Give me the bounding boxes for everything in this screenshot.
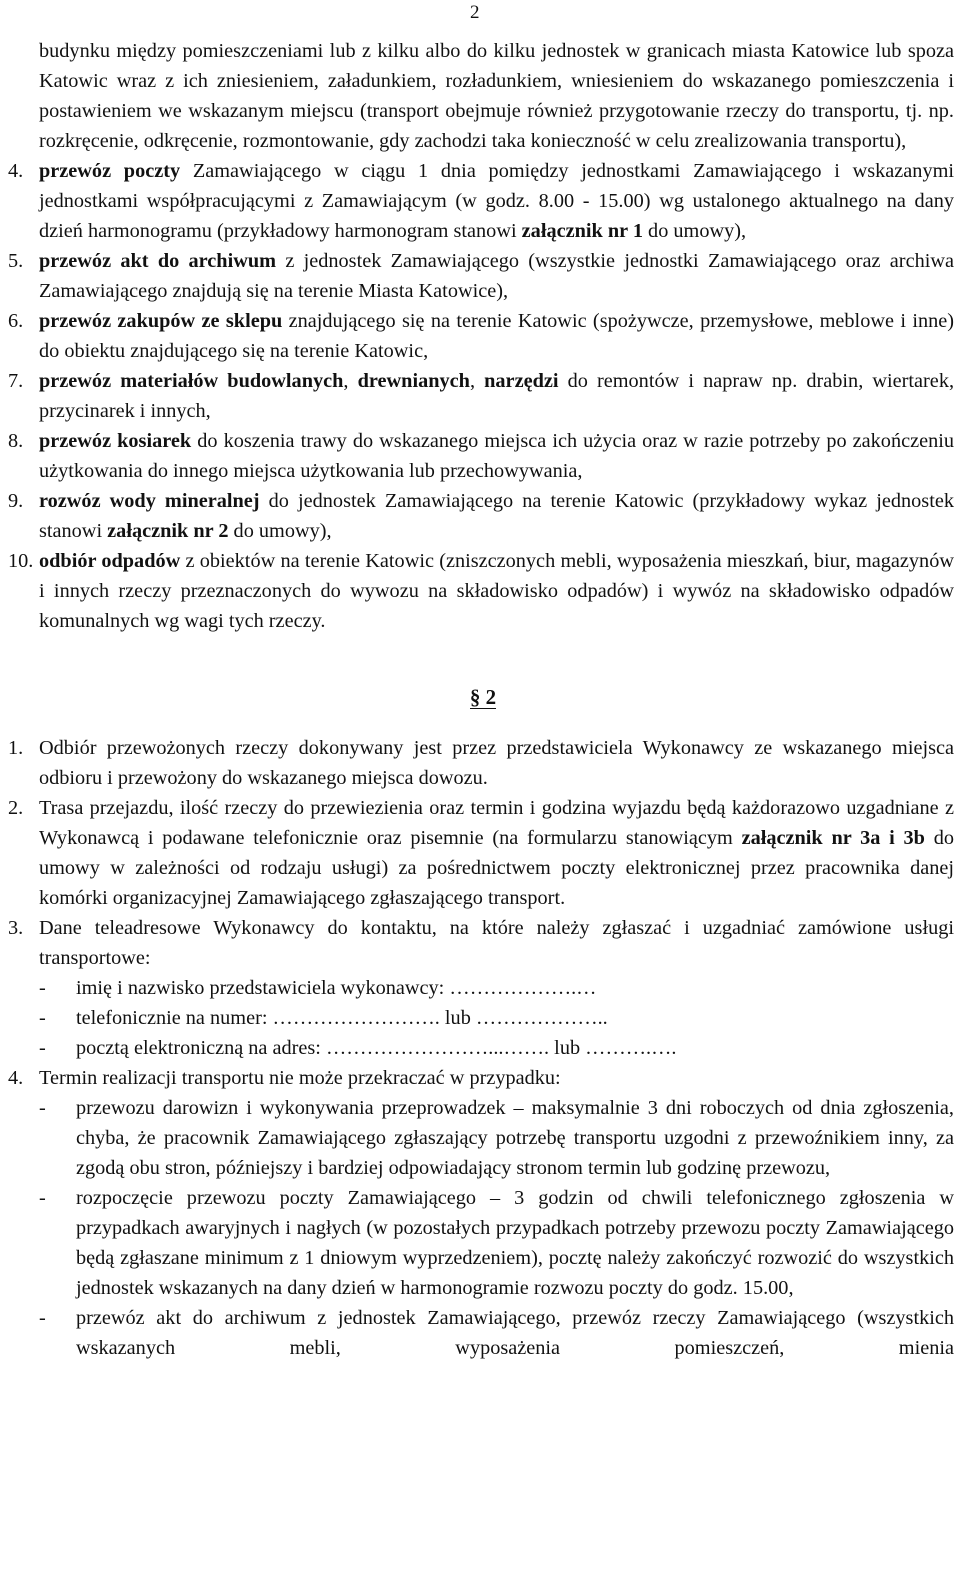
item-number: 9.: [8, 490, 24, 512]
contact-blank: ……………….…: [449, 977, 597, 999]
list-item-7: [8, 366, 954, 426]
item-text: do koszenia trawy do wskazanego miejsca ich użycia oraz w razie potrzeby po zakończeniu użytkowania do innego miejsca użytkowania lub przechowywania,: [39, 430, 955, 482]
list-item-5: [8, 246, 954, 306]
section-item-1: [8, 733, 954, 793]
item-text-end: do umowy),: [642, 220, 747, 242]
item-number: 3.: [8, 917, 24, 939]
list-continuation: [8, 36, 954, 156]
contact-line-email: [8, 1033, 954, 1063]
item-text: Odbiór przewożonych rzeczy dokonywany jest przez przedstawiciela Wykonawcy ze wskazanego miejsca odbioru i przewożony do wskazanego miejsca dowozu.: [39, 737, 954, 789]
deadline-text: przewozu darowizn i wykonywania przeprowadzek – maksymalnie 3 dni roboczych od dnia zgłoszenia, chyba, że pracownik Zamawiającego zgłaszający potrzebę transportu uzgodni z przewoźnikiem inny, za zgodą obu stron, późniejszy i bardziej odpowiadający stronom termin lub godzinę przewozu,: [76, 1097, 954, 1179]
section-symbol: § 2: [469, 685, 497, 709]
separator: ,: [343, 370, 358, 392]
item-number: 2.: [8, 797, 24, 819]
deadline-text: rozpoczęcie przewozu poczty Zamawiającego – 3 godzin od chwili telefonicznego zgłoszenia w przypadkach awaryjnych i nagłych (w pozostałych przypadkach potrzeby przewozu poczty Zamawiającego będą zgłaszane minimum z 1 dniowym wyprzedzeniem), pocztę należy zakończyć rozwozić do wszystkich jednostek wskazanych na dany dzień w harmonogramie rozwozu poczty do godz. 15.00,: [76, 1187, 954, 1299]
section-item-3: [8, 913, 954, 973]
contact-blank: ……………………...……. lub ……….….: [326, 1037, 677, 1059]
item-text: znajdującego się na terenie Katowic (spożywcze, przemysłowe, meblowe i inne) do obiektu znajdującego się na terenie Katowic,: [39, 310, 954, 362]
contact-blank: ……………………. lub ………………..: [272, 1007, 608, 1029]
item-number: 4.: [8, 1067, 24, 1089]
item-number: 1.: [8, 737, 24, 759]
item-bold-label: przewóz kosiarek: [39, 430, 192, 452]
item-bold-label: przewóz materiałów budowlanych: [39, 370, 344, 392]
attachment-ref: załącznik nr 1: [521, 220, 643, 242]
dash-bullet: -: [39, 977, 46, 999]
attachment-ref: załącznik nr 3a i 3b: [741, 827, 925, 849]
item-bold-label-b: drewnianych: [357, 370, 470, 392]
section-heading: [8, 682, 954, 712]
contact-label: pocztą elektroniczną na adres:: [76, 1037, 327, 1059]
contact-line-phone: [8, 1003, 954, 1033]
item-text: do remontów i napraw np. drabin, wiertarek, przycinarek i innych,: [39, 370, 955, 422]
list-item-10: [8, 546, 954, 636]
item-text: Trasa przejazdu, ilość rzeczy do przewiezienia oraz termin i godzina wyjazdu będą każdorazowo uzgadniane z Wykonawcą i podawane telefonicznie oraz pisemnie (na formularzu stanowiącym: [39, 797, 954, 849]
attachment-ref: załącznik nr 2: [107, 520, 229, 542]
item-text: z jednostek Zamawiającego (wszystkie jednostki Zamawiającego oraz archiwa Zamawiającego znajdują się na terenie Miasta Katowice),: [39, 250, 954, 302]
list-item-4: [8, 156, 954, 246]
item-bold-label: przewóz akt do archiwum: [39, 250, 277, 272]
dash-bullet: -: [39, 1187, 46, 1209]
item-number: 10.: [8, 550, 34, 572]
continuation-text: budynku między pomieszczeniami lub z kilku albo do kilku jednostek w granicach miasta Katowice lub spoza Katowic wraz z ich zniesieniem, załadunkiem, rozładunkiem, wniesieniem do wskazanego pomieszczenia i postawieniem we wskazanym miejscu (transport obejmuje również przygotowanie rzeczy do transportu, tj. np. rozkręcenie, odkręcenie, rozmontowanie, gdy zachodzi taka konieczność w celu zrealizowania transportu),: [39, 40, 954, 152]
deadline-text: przewóz akt do archiwum z jednostek Zamawiającego, przewóz rzeczy Zamawiającego (wszystkich wskazanych mebli, wyposażenia pomieszczeń, mienia: [76, 1307, 954, 1359]
list-item-9: [8, 486, 954, 546]
item-text: do jednostek Zamawiającego na terenie Katowic (przykładowy wykaz jednostek stanowi: [39, 490, 954, 542]
deadline-item-archive: [8, 1303, 954, 1363]
contact-label: telefonicznie na numer:: [76, 1007, 273, 1029]
dash-bullet: -: [39, 1007, 46, 1029]
item-bold-label: przewóz zakupów ze sklepu: [39, 310, 283, 332]
deadline-item-mail: [8, 1183, 954, 1303]
separator: ,: [469, 370, 485, 392]
item-text: z obiektów na terenie Katowic (zniszczonych mebli, wyposażenia mieszkań, biur, magazynów i innych rzeczy przeznaczonych do wywozu na składowisko odpadów) i wywóz na składowisko odpadów komunalnych wg wagi tych rzeczy.: [39, 550, 954, 632]
item-bold-label-c: narzędzi: [484, 370, 559, 392]
item-text: Termin realizacji transportu nie może przekraczać w przypadku:: [39, 1067, 561, 1089]
section-item-4: [8, 1063, 954, 1093]
document-body: [8, 36, 954, 1363]
dash-bullet: -: [39, 1037, 46, 1059]
section-item-2: [8, 793, 954, 913]
item-bold-label: przewóz poczty: [39, 160, 181, 182]
item-text-end: do umowy w zależności od rodzaju usługi) za pośrednictwem poczty elektronicznej przez pracownika danej komórki organizacyjnej Zamawiającego zgłaszającego transport.: [39, 827, 954, 909]
item-number: 7.: [8, 370, 24, 392]
list-item-6: [8, 306, 954, 366]
item-text: Dane teleadresowe Wykonawcy do kontaktu, na które należy zgłaszać i uzgadniać zamówione usługi transportowe:: [39, 917, 954, 969]
item-text: Zamawiającego w ciągu 1 dnia pomiędzy jednostkami Zamawiającego i wskazanymi jednostkami współpracującymi z Zamawiającym (w godz. 8.00 - 15.00) wg ustalonego aktualnego na dany dzień harmonogramu (przykładowy harmonogram stanowi: [39, 160, 955, 242]
list-item-8: [8, 426, 954, 486]
item-text-end: do umowy),: [228, 520, 332, 542]
page-number: 2: [470, 2, 480, 23]
item-number: 4.: [8, 160, 24, 182]
contact-label: imię i nazwisko przedstawiciela wykonawcy:: [76, 977, 450, 999]
dash-bullet: -: [39, 1307, 46, 1329]
item-number: 6.: [8, 310, 24, 332]
item-number: 8.: [8, 430, 24, 452]
contact-line-name: [8, 973, 954, 1003]
item-bold-label: odbiór odpadów: [39, 550, 181, 572]
deadline-item-removal: [8, 1093, 954, 1183]
item-number: 5.: [8, 250, 24, 272]
dash-bullet: -: [39, 1097, 46, 1119]
item-bold-label: rozwóz wody mineralnej: [39, 490, 260, 512]
